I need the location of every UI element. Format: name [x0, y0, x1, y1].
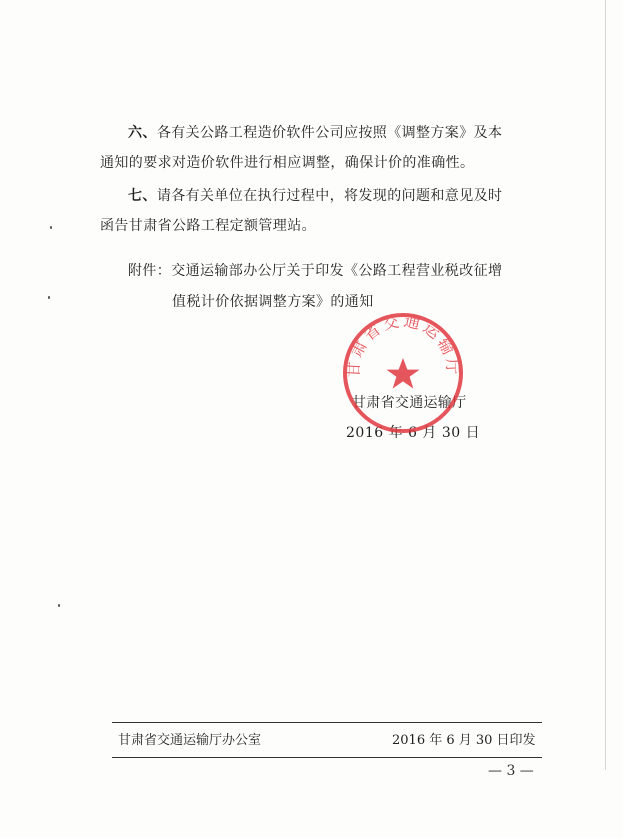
signature-date: 2016 年 6 月 30 日: [346, 425, 481, 441]
footer-issuing-office: 甘肃省交通运输厅办公室: [118, 733, 262, 748]
scan-speck: [50, 226, 52, 229]
item-six-text-1: 各有关公路工程造价软件公司应按照《调整方案》及本: [156, 125, 503, 141]
item-six-line-1: [128, 118, 568, 148]
seal-star: [386, 358, 419, 389]
official-seal-icon: [338, 308, 468, 438]
item-six-line-2: 通知的要求对造价软件进行相应调整，确保计价的准确性。: [100, 155, 475, 171]
scan-speck: [48, 296, 50, 299]
attachment-line-2: 值税计价依据调整方案》的通知: [172, 294, 374, 310]
footer-issue-date: 2016 年 6 月 30 日印发: [392, 733, 536, 748]
item-seven-text-1: 请各有关单位在执行过程中，将发现的问题和意见及时: [156, 188, 503, 204]
attachment-line-1: 附件：交通运输部办公厅关于印发《公路工程营业税改征增: [128, 263, 503, 279]
footer-top-rule: [112, 722, 542, 723]
signature-organization: 甘肃省交通运输厅: [352, 395, 467, 411]
seal-text: 甘肃省交通运输厅: [343, 311, 463, 379]
item-seven-line-1: [128, 181, 568, 211]
scan-edge-line: [605, 0, 606, 770]
item-six-number: 六、: [128, 125, 157, 141]
item-seven-line-2: 函告甘肃省公路工程定额管理站。: [100, 218, 316, 234]
page-number: — 3 —: [488, 763, 534, 779]
footer-bottom-rule: [112, 757, 542, 758]
item-seven-number: 七、: [128, 188, 157, 204]
scan-speck: [58, 604, 60, 607]
